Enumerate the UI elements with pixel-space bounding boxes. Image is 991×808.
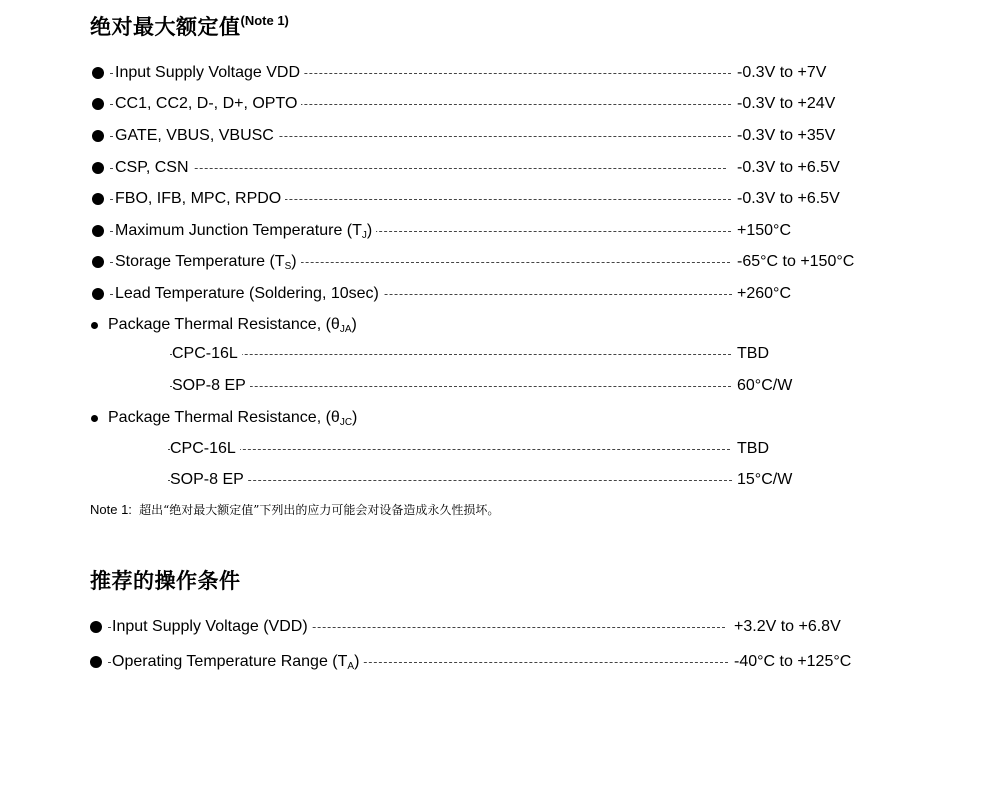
- package-label: SOP-8 EP: [172, 375, 250, 397]
- operating-row: [0, 616, 991, 638]
- footnote-text: 超出“绝对最大额定值”下列出的应力可能会对设备造成永久性损坏。: [139, 503, 500, 517]
- rating-value: -0.3V to +24V: [737, 95, 836, 112]
- thermal-value: TBD: [737, 345, 769, 362]
- rating-label: Lead Temperature (Soldering, 10sec): [115, 283, 383, 305]
- bullet-icon: [90, 621, 102, 633]
- rating-row: [0, 157, 991, 179]
- thermal-ja-heading: [0, 314, 991, 336]
- operating-label: Operating Temperature Range $(T_A)$: [112, 651, 363, 673]
- absolute-maximum-ratings-heading: 绝对最大额定值$^{(Note 1)}$: [90, 13, 289, 39]
- rating-row: [0, 188, 991, 210]
- bullet-icon: [92, 67, 104, 79]
- operating-label: Input Supply Voltage (VDD): [112, 616, 312, 638]
- thermal-jc-heading: [0, 407, 991, 429]
- thermal-jc-label: Package Thermal Resistance, $(\theta_{JC})$: [108, 407, 361, 429]
- leader-line: [110, 168, 726, 169]
- rating-value: -65°C to +150°C: [737, 253, 855, 270]
- thermal-row: [0, 469, 991, 491]
- bullet-icon: [92, 288, 104, 300]
- rating-value: +260°C: [737, 285, 791, 302]
- bullet-icon: [91, 322, 98, 329]
- thermal-row: [0, 438, 991, 460]
- rating-value: -0.3V to +6.5V: [737, 190, 840, 207]
- rating-row: [0, 283, 991, 305]
- package-label: CPC-16L: [170, 438, 240, 460]
- rating-value: -0.3V to +7V: [737, 64, 827, 81]
- bullet-icon: [91, 415, 98, 422]
- rating-value: -0.3V to +35V: [737, 127, 836, 144]
- thermal-value: TBD: [737, 440, 769, 457]
- operating-value: +3.2V to +6.8V: [734, 618, 841, 635]
- rating-label: Maximum Junction Temperature $(T_J)$: [115, 220, 376, 242]
- bullet-icon: [92, 98, 104, 110]
- rating-row: [0, 62, 991, 84]
- footnote: [90, 501, 499, 518]
- rating-label: CSP, CSN: [115, 157, 193, 179]
- recommended-operating-conditions-heading: 推荐的操作条件: [90, 569, 241, 593]
- rating-label: FBO, IFB, MPC, RPDO: [115, 188, 285, 210]
- rating-value: +150°C: [737, 222, 791, 239]
- bullet-icon: [90, 656, 102, 668]
- rating-label: CC1, CC2, D-, D+, OPTO: [115, 93, 301, 115]
- rating-label: GATE, VBUS, VBUSC: [115, 125, 278, 147]
- leader-line: [170, 354, 731, 355]
- package-label: CPC-16L: [172, 343, 242, 365]
- operating-row: [0, 651, 991, 673]
- bullet-icon: [92, 130, 104, 142]
- thermal-value: 15°C/W: [737, 471, 793, 488]
- bullet-icon: [92, 193, 104, 205]
- leader-line: [170, 386, 731, 387]
- leader-line: [168, 480, 732, 481]
- thermal-value: 60°C/W: [737, 377, 793, 394]
- thermal-row: [0, 375, 991, 397]
- thermal-row: [0, 343, 991, 365]
- rating-value: -0.3V to +6.5V: [737, 159, 840, 176]
- bullet-icon: [92, 162, 104, 174]
- bullet-icon: [92, 256, 104, 268]
- bullet-icon: [92, 225, 104, 237]
- package-label: SOP-8 EP: [170, 469, 248, 491]
- rating-row: [0, 251, 991, 273]
- leader-line: [168, 449, 730, 450]
- footnote-prefix: Note 1:: [90, 502, 132, 517]
- thermal-ja-label: Package Thermal Resistance, $(\theta_{JA})$: [108, 314, 361, 336]
- rating-row: [0, 125, 991, 147]
- rating-label: Input Supply Voltage VDD: [115, 62, 304, 84]
- rating-row: [0, 93, 991, 115]
- operating-value: -40°C to +125°C: [734, 653, 852, 670]
- rating-row: [0, 220, 991, 242]
- rating-label: Storage Temperature $(T_S)$: [115, 251, 301, 273]
